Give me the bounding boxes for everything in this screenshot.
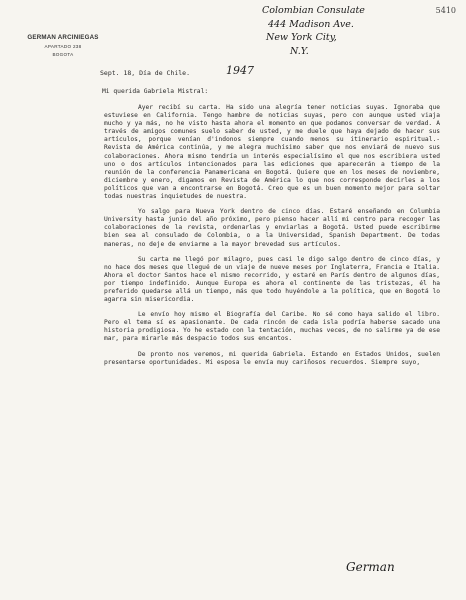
letter-body [104, 104, 440, 374]
letter-paragraph: Le envío hoy mismo el Biografía del Caribe. No sé como haya salido el libro. Pero el tema sí es apasionante. De cada rincón de cada isla podría haberse sacado una historia prodigiosa. Yo he estado con la tentación, muchas veces, de no salirme ya de ese mar, para mirarle más despacio todos sus encantos. [104, 311, 440, 343]
note-line: N.Y. [290, 45, 309, 57]
letter-paragraph: Su carta me llegó por milagro, pues casi le digo salgo dentro de cinco días, y no hace dos meses que llegué de un viaje de nueve meses por Inglaterra, Francia e Italia. Ahora el doctor Santos hace el mismo recorrido, y estaré en París dentro de algunos días, por tiempo indefinido. Aunque Europa es ahora el continente de las tristezas, él ha preferido quedarse allá un tiempo, más que todo huyéndole a la política, que en Bogotá lo agarra sin misericordia. [104, 255, 440, 304]
handwritten-address-note [262, 4, 422, 58]
signature: German [346, 560, 395, 574]
letterhead-address: APARTADO 238 [44, 44, 82, 49]
reference-number: 5410 [435, 6, 456, 15]
letterhead [18, 34, 108, 57]
salutation: Mi querida Gabriela Mistral: [102, 88, 209, 95]
letter-paragraph: Ayer recibí su carta. Ha sido una alegría tener noticias suyas. Ignoraba que estuviese en California. Tengo hambre de noticias suyas, pero con aunque usted viaja mucho y ya más, no he visto hasta ahora el momento en que podamos conversar de verdad. A través de amigos comunes suelo saber de usted, y me duele que haya dejado de hacer sus artículos, porque venían d'indonos siempre cuando menos su itinerario espiritual.- Revista de América continúa, y me alegra muchísimo saber que nos enviará de nuevo sus colaboraciones. Ahora mismo tendría un interés especialísimo el que nos escribiera usted uno o dos artículos intencionados para las ediciones que aparecerán a tiempo de la reunión de la conferencia Panamericana en Bogotá. Quiere que en los meses de noviembre, diciembre y enero, digamos en Revista de América lo que nos corresponde decirles a los políticos que van a encontrarse en Bogotá. Creo que es un buen momento mejor para soltar todas nuestras inquietudes de nuestra. [104, 104, 440, 201]
note-line: 444 Madison Ave. [268, 18, 354, 30]
note-line: Colombian Consulate [262, 5, 365, 16]
letterhead-name: GERMAN ARCINIEGAS [27, 34, 99, 41]
date-line: Sept. 18, Día de Chile. [100, 69, 191, 77]
note-line: New York City, [266, 32, 337, 43]
letter-paragraph: Yo salgo para Nueva York dentro de cinco días. Estaré enseñando en Columbia University hasta junio del año próximo, pero pienso hacer allí mi centro para recoger las colaboraciones de la revista, ordenarlas y enviarlas a Bogotá. Usted puede escribirme bien sea al consulado de Colombia, o a la Universidad, Spanish Department. De todas maneras, no deje de enviarme a la mayor brevedad sus artículos. [104, 208, 440, 248]
letterhead-city: BOGOTA [52, 52, 74, 57]
letter-paragraph: De pronto nos veremos, mi querida Gabriela. Estando en Estados Unidos, suelen presentarse oportunidades. Mi esposa le envía muy cariñosos recuerdos. Siempre suyo, [104, 350, 440, 366]
handwritten-year: 1947 [226, 64, 254, 77]
